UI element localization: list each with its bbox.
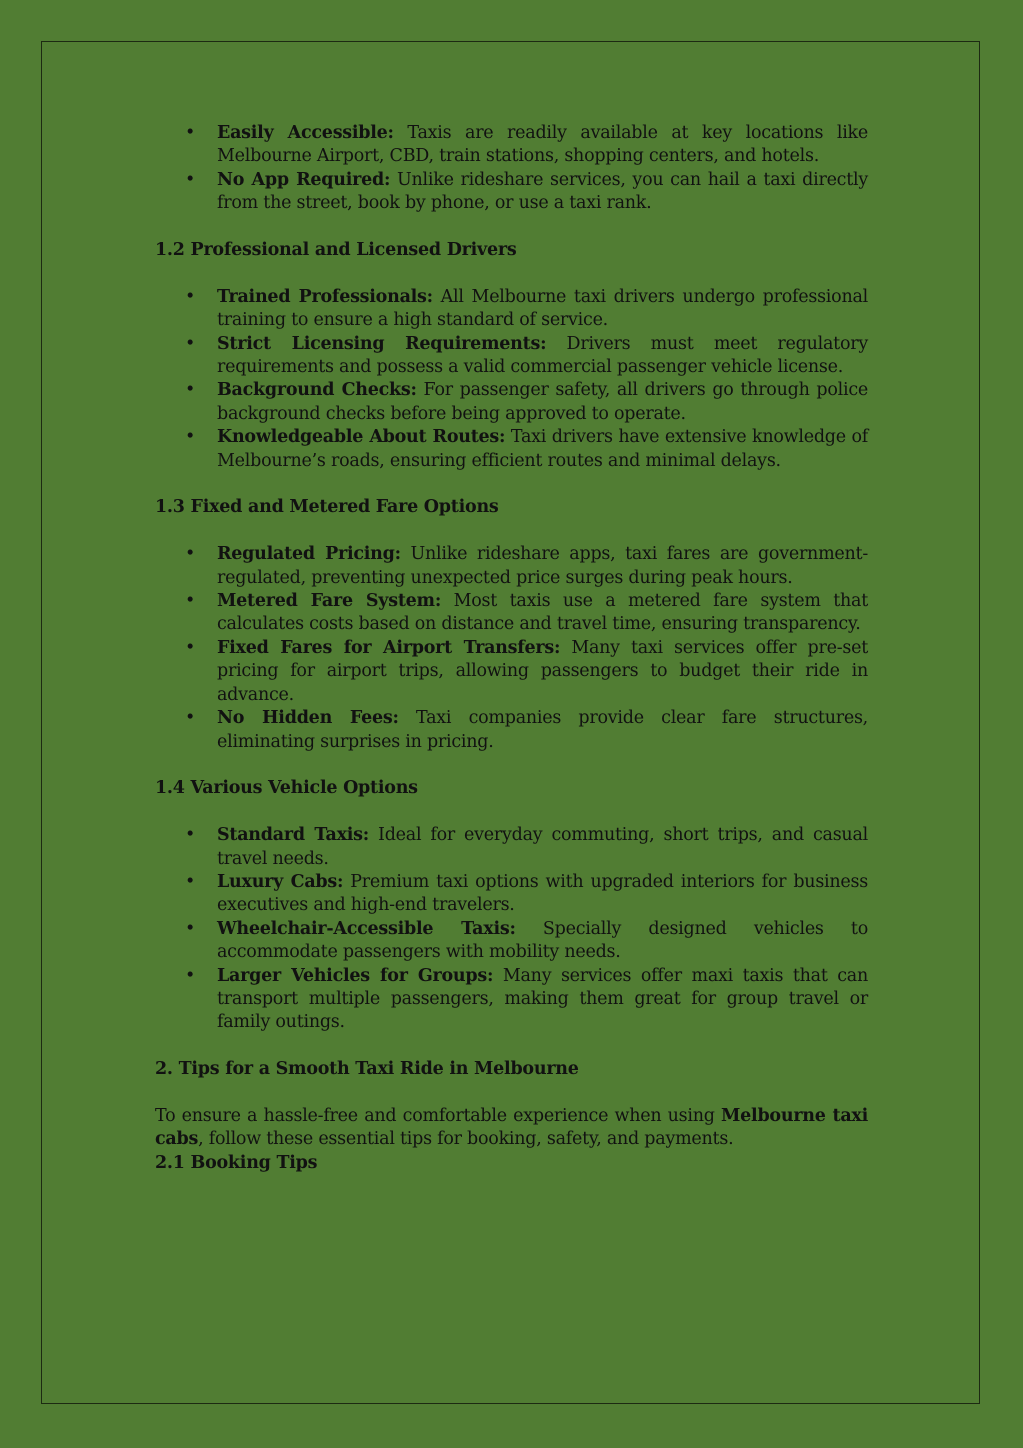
section-2-intro-paragraph (155, 1105, 868, 1152)
paragraph-bold-text: Melbourne taxi cabs (155, 1105, 868, 1150)
list-item (155, 379, 868, 426)
bullet-term: Easily Accessible: (217, 123, 394, 143)
bullet-icon: • (185, 591, 196, 612)
bullet-icon: • (185, 169, 196, 190)
bullet-text: Many services offer maxi taxis that can transport multiple passengers, making them great for group travel or family outings. (217, 965, 869, 1033)
bullet-text: Taxis are readily available at key locations like Melbourne Airport, CBD, train stations, shopping centers, and hotels. (217, 123, 868, 167)
bullet-term: No App Required: (217, 169, 391, 190)
bullet-icon: • (185, 544, 196, 565)
bullet-term: Luxury Cabs: (217, 871, 344, 892)
bullet-icon: • (185, 708, 196, 729)
bullet-text: Most taxis use a metered fare system that calculates costs based on distance and travel time, ensuring transparency. (217, 591, 869, 635)
section-heading-1-3: 1.3 Fixed and Metered Fare Options (155, 497, 499, 518)
section-heading-1-2: 1.2 Professional and Licensed Drivers (155, 240, 517, 261)
list-item (155, 122, 868, 169)
list-item (155, 426, 868, 473)
bullet-term: Standard Taxis: (217, 825, 369, 846)
bullet-text: Unlike rideshare services, you can hail a taxi directly from the street, book by phone, or use a taxi rank. (217, 169, 868, 214)
section-heading-2-1: 2.1 Booking Tips (155, 1152, 318, 1173)
bullet-term: Trained Professionals: (217, 286, 433, 307)
paragraph-text: , follow these essential tips for booking, safety, and payments. (198, 1129, 734, 1150)
bullet-text: Specially designed vehicles to accommodate passengers with mobility needs. (217, 918, 868, 963)
bullet-icon: • (185, 918, 196, 939)
bullet-icon: • (185, 871, 196, 892)
intro-bullet-list (155, 122, 868, 216)
list-item (155, 965, 868, 1035)
bullet-text: Drivers must meet regulatory requirements and possess a valid commercial passenger vehicle license. (217, 333, 868, 378)
list-item (155, 824, 868, 871)
list-item (155, 918, 868, 965)
list-item (155, 543, 868, 590)
bullet-icon: • (185, 965, 196, 986)
paragraph-text: To ensure a hassle-free and comfortable experience when using (155, 1105, 722, 1126)
bullet-icon: • (185, 333, 196, 354)
drivers-bullet-list (155, 286, 868, 473)
bullet-icon: • (185, 825, 196, 846)
bullet-text: Ideal for everyday commuting, short trips, and casual travel needs. (217, 825, 868, 869)
bullet-term: Strict Licensing Requirements: (217, 333, 547, 354)
list-item (155, 286, 868, 333)
bullet-term: Fixed Fares for Airport Transfers: (217, 637, 561, 658)
bullet-icon: • (185, 286, 196, 307)
list-item (155, 871, 868, 918)
list-item (155, 169, 868, 216)
list-item (155, 590, 868, 637)
list-item (155, 637, 868, 707)
bullet-term: Metered Fare System: (217, 591, 442, 612)
bullet-term: Wheelchair-Accessible Taxis: (217, 918, 516, 939)
bullet-icon: • (185, 380, 196, 401)
list-item (155, 333, 868, 380)
list-item (155, 707, 868, 754)
bullet-term: Background Checks: (217, 380, 417, 401)
bullet-icon: • (185, 123, 196, 143)
bullet-text: Taxi companies provide clear fare structures, eliminating surprises in pricing. (217, 708, 868, 752)
bullet-text: For passenger safety, all drivers go through police background checks before being approved to operate. (217, 380, 868, 424)
section-heading-2: 2. Tips for a Smooth Taxi Ride in Melbourne (155, 1059, 579, 1080)
bullet-text: Unlike rideshare apps, taxi fares are government-regulated, preventing unexpected price surges during peak hours. (217, 544, 868, 588)
vehicles-bullet-list (155, 824, 868, 1035)
bullet-term: Regulated Pricing: (217, 544, 401, 565)
bullet-text: All Melbourne taxi drivers undergo professional training to ensure a high standard of service. (217, 286, 868, 331)
bullet-text: Many taxi services offer pre-set pricing for airport trips, allowing passengers to budget their ride in advance. (217, 637, 869, 705)
section-heading-1-4: 1.4 Various Vehicle Options (155, 778, 418, 799)
bullet-icon: • (185, 637, 196, 658)
bullet-text: Premium taxi options with upgraded interiors for business executives and high-end travelers. (217, 871, 868, 916)
fares-bullet-list (155, 543, 868, 754)
bullet-term: No Hidden Fees: (217, 708, 399, 729)
bullet-term: Larger Vehicles for Groups: (217, 965, 494, 986)
bullet-text: Taxi drivers have extensive knowledge of Melbourne’s roads, ensuring efficient routes and minimal delays. (217, 427, 868, 471)
document-body (155, 122, 868, 1175)
bullet-term: Knowledgeable About Routes: (217, 427, 506, 448)
bullet-icon: • (185, 427, 196, 448)
